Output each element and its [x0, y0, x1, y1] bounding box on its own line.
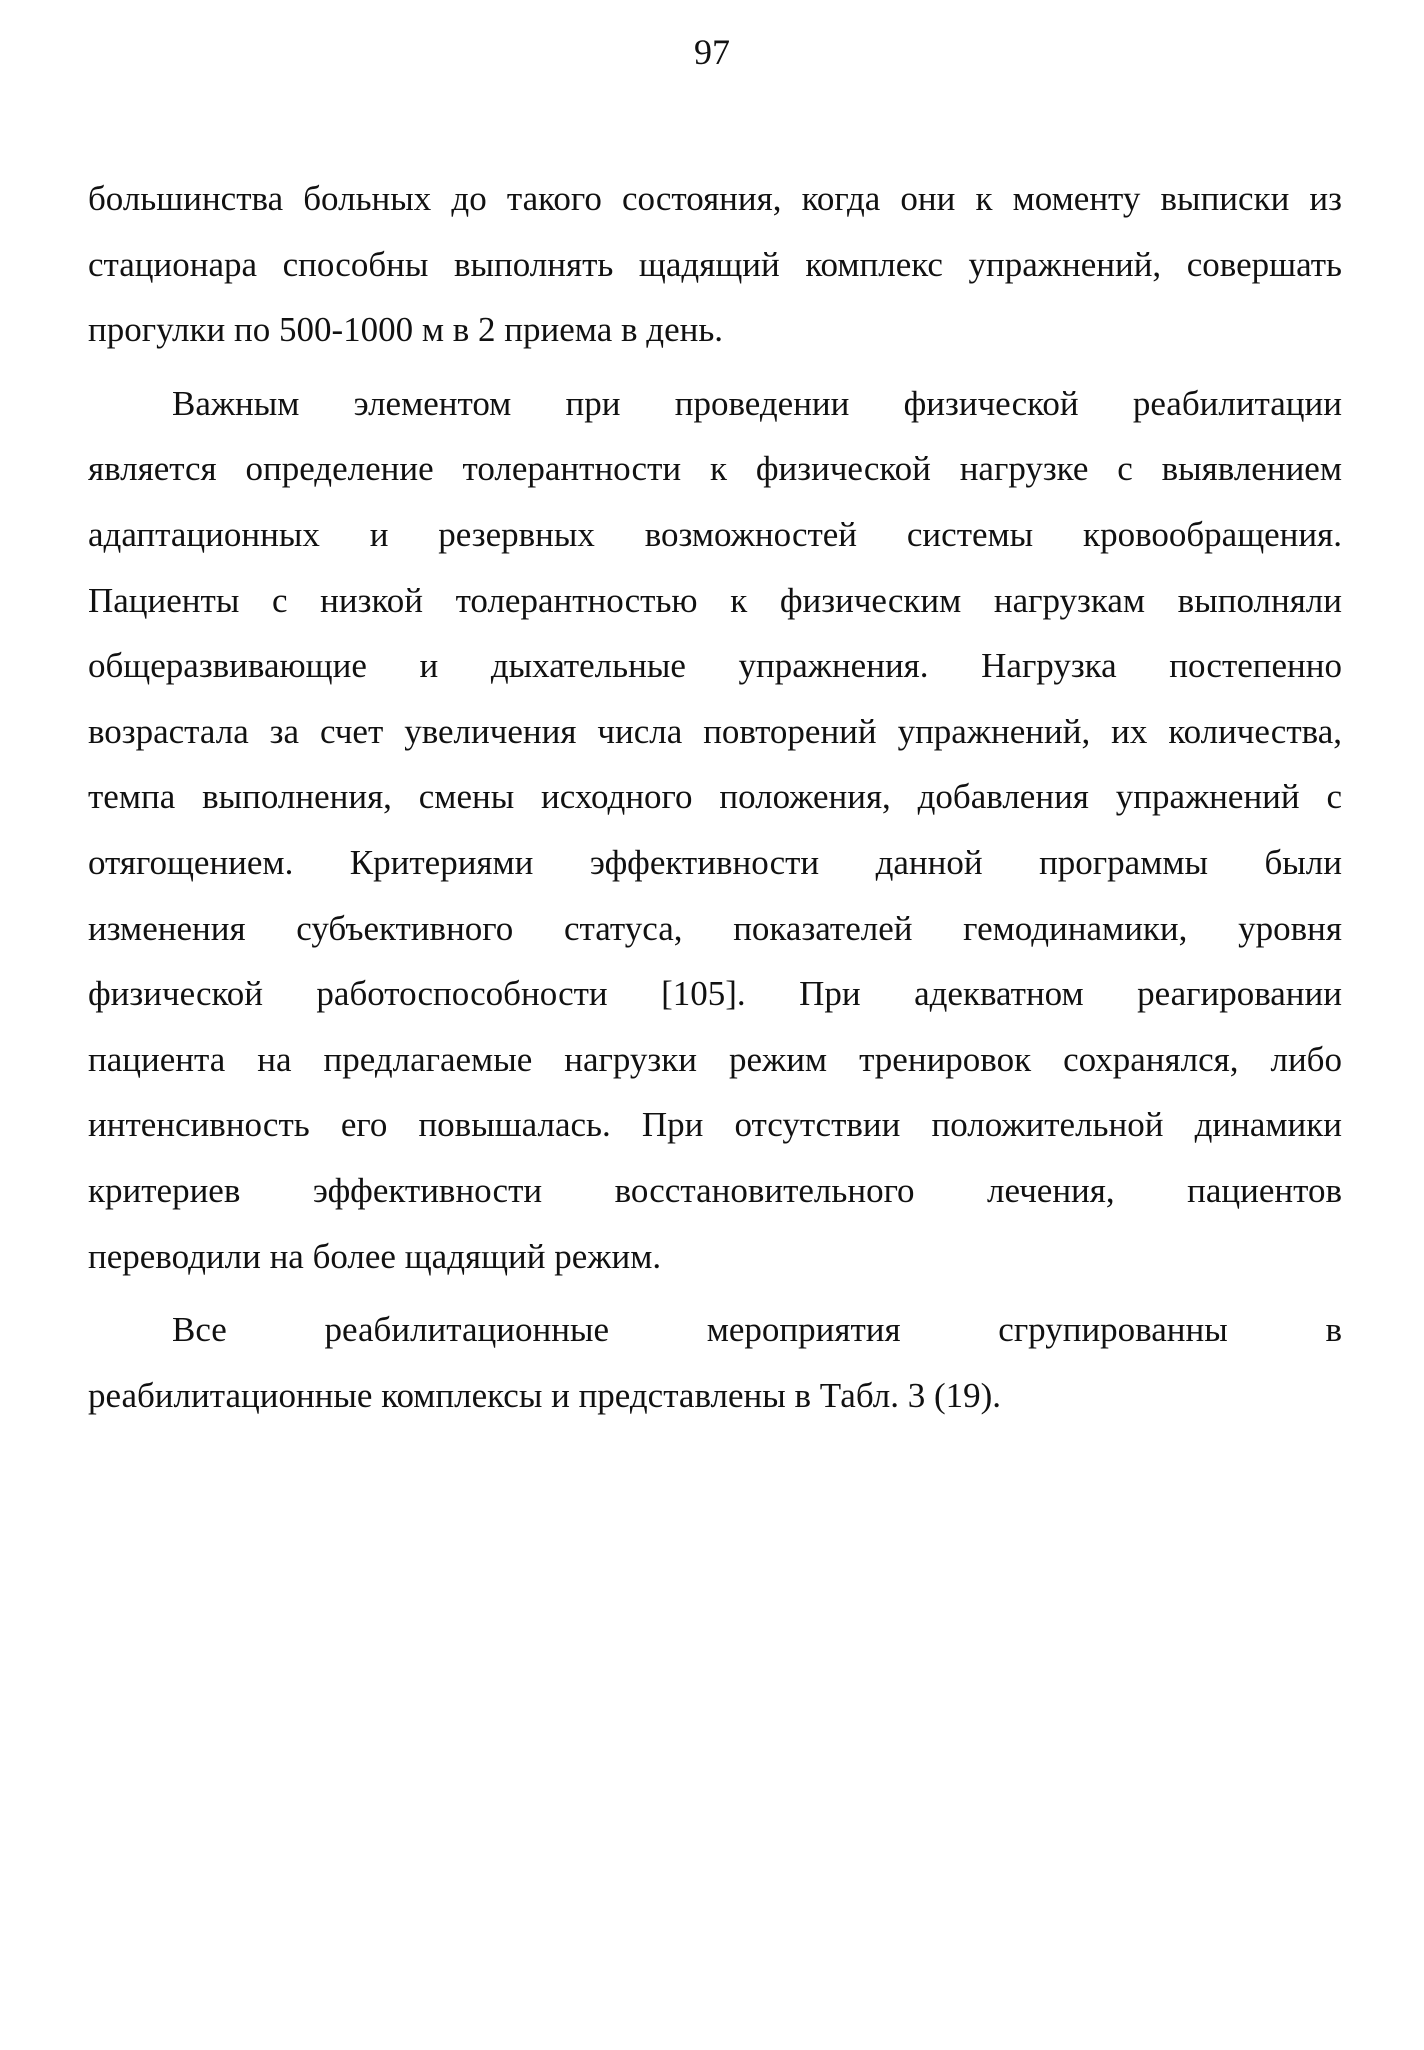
text-line: отягощением. Критериями эффективности данной программы были — [88, 842, 1342, 882]
text-line: Важным элементом при проведении физической реабилитации — [172, 383, 1342, 423]
text-line: реабилитационные комплексы и представлены в Табл. 3 (19). — [88, 1375, 1002, 1415]
text-line: изменения субъективного статуса, показателей гемодинамики, уровня — [88, 908, 1342, 948]
paragraph-gap — [88, 1289, 1342, 1297]
text-line: общеразвивающие и дыхательные упражнения. Нагрузка постепенно — [88, 646, 1342, 686]
text-line: стационара способны выполнять щадящий комплекс упражнений, совершать — [88, 244, 1342, 284]
text-line: переводили на более щадящий режим. — [88, 1236, 662, 1276]
text-line: Пациенты с низкой толерантностью к физическим нагрузкам выполняли — [88, 580, 1342, 620]
paragraph-gap — [88, 363, 1342, 371]
body-text — [88, 166, 1342, 1428]
page-number: 97 — [694, 32, 730, 72]
text-line: большинства больных до такого состояния, когда они к моменту выписки из — [88, 179, 1342, 218]
paragraph-2 — [88, 371, 1342, 1289]
text-line: интенсивность его повышалась. При отсутствии положительной динамики — [88, 1105, 1342, 1145]
text-line: является определение толерантности к физической нагрузке с выявлением — [88, 449, 1342, 489]
text-line: критериев эффективности восстановительного лечения, пациентов — [88, 1170, 1342, 1210]
paragraph-3 — [88, 1297, 1342, 1428]
text-line: темпа выполнения, смены исходного положения, добавления упражнений с — [88, 777, 1342, 817]
text-line: возрастала за счет увеличения числа повторений упражнений, их количества, — [88, 711, 1342, 751]
paragraph-1 — [88, 166, 1342, 363]
text-line: прогулки по 500-1000 м в 2 приема в день. — [88, 310, 724, 350]
text-line: адаптационных и резервных возможностей системы кровообращения. — [88, 514, 1342, 554]
text-line: Все реабилитационные мероприятия сгрупированны в — [172, 1310, 1342, 1350]
text-line: пациента на предлагаемые нагрузки режим тренировок сохранялся, либо — [88, 1039, 1342, 1079]
text-line: физической работоспособности [105]. При адекватном реагировании — [88, 974, 1342, 1014]
